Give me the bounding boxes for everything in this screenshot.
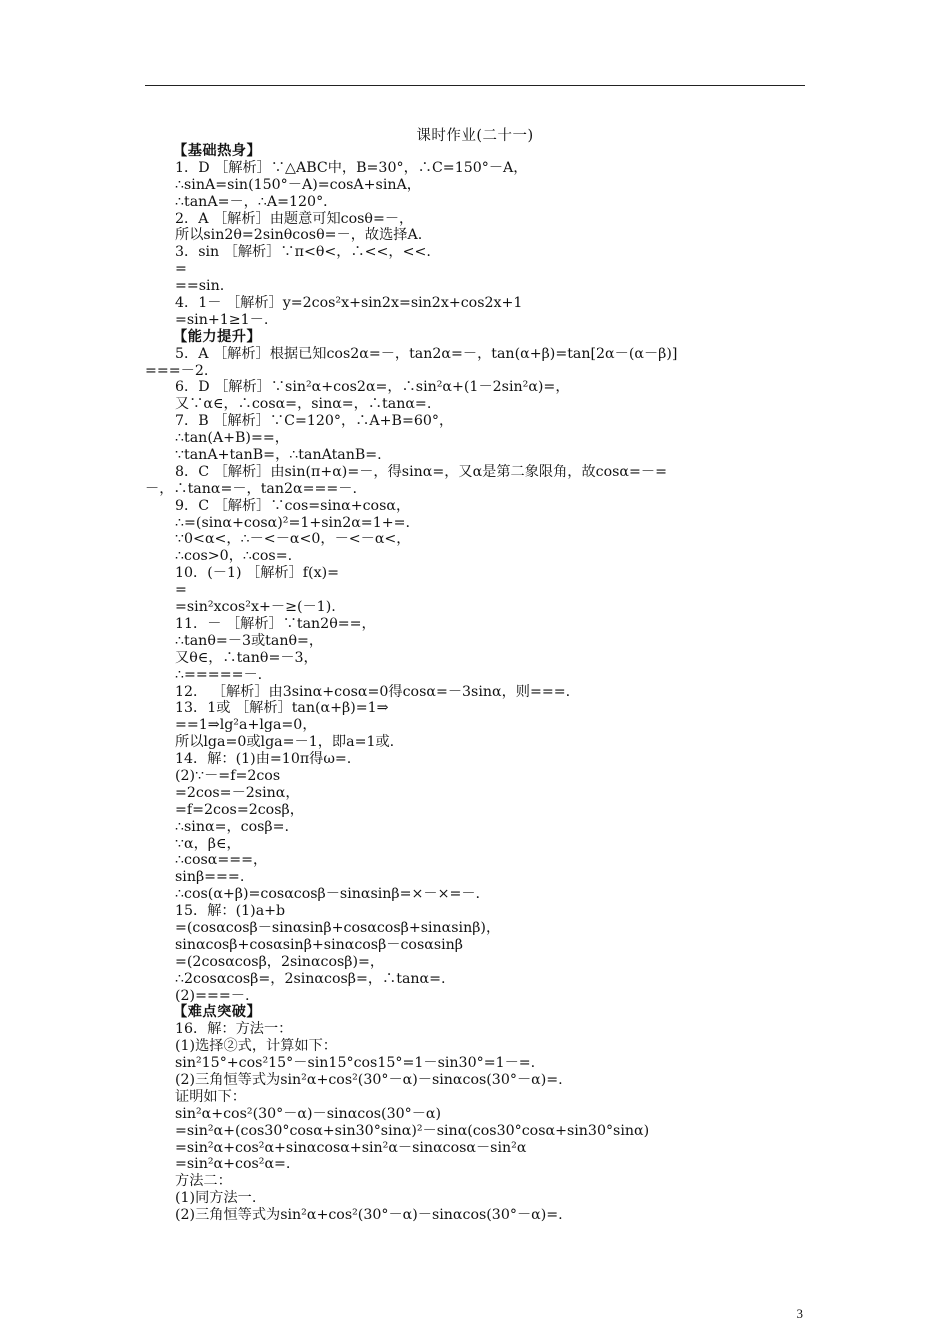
section-heading: 【难点突破】 (173, 1004, 262, 1021)
text-line: 所以sin2θ=2sinθcosθ=－，故选择A. (175, 227, 423, 244)
text-line: 2．A ［解析］由题意可知cosθ=－， (175, 210, 414, 227)
text-line: sin²α+cos²(30°－α)－sinαcos(30°－α) (175, 1105, 442, 1122)
text-line: 1．D ［解析］∵△ABC中，B=30°，∴C=150°－A， (175, 159, 528, 176)
text-line: (2)===－. (175, 987, 250, 1004)
text-line: ∴sinA=sin(150°－A)=cosA+sinA， (175, 176, 421, 193)
text-line: (2)三角恒等式为sin²α+cos²(30°－α)－sinαcos(30°－α)=. (175, 1207, 563, 1224)
text-line: ==1⇒lg²a+lga=0， (175, 717, 317, 734)
text-line: =(2cosαcosβ，2sinαcosβ)=， (175, 953, 385, 970)
text-line: 证明如下： (175, 1088, 246, 1105)
text-line: =(cosαcosβ－sinαsinβ+cosαcosβ+sinαsinβ)， (175, 919, 501, 936)
text-line: =sin²xcos²x+－≥(－1). (175, 599, 336, 616)
text-line: 5．A ［解析］根据已知cos2α=－，tan2α=－，tan(α+β)=tan[2α－(α－β)] (175, 345, 678, 362)
text-line: ∴=====－. (175, 666, 263, 683)
text-line: = (175, 582, 187, 599)
text-line: (1)选择②式，计算如下： (175, 1038, 337, 1055)
text-line: ∴cos(α+β)=cosαcosβ－sinαsinβ=×－×=－. (175, 886, 481, 903)
text-line: 16．解：方法一： (175, 1021, 293, 1038)
text-line: 10．(－1) ［解析］f(x)= (175, 565, 339, 582)
text-line: ∴tan(A+B)==， (175, 430, 289, 447)
text-line: ∴=(sinα+cosα)²=1+sin2α=1+=. (175, 514, 411, 531)
text-line: 方法二： (175, 1173, 232, 1190)
text-line: 14．解：(1)由=10π得ω=. (175, 751, 352, 768)
text-line: 6．D ［解析］∵sin²α+cos2α=，∴sin²α+(1－2sin²α)=， (175, 379, 570, 396)
text-line: (1)同方法一. (175, 1190, 257, 1207)
text-line: ∵tanA+tanB=，∴tanAtanB=. (175, 447, 382, 464)
text-line: 3．sin ［解析］∵π<θ<，∴<<，<<. (175, 244, 431, 261)
page-number: 3 (796, 1306, 803, 1321)
text-line: 15．解：(1)a+b (175, 903, 286, 920)
text-line: 所以lga=0或lga=－1，即a=1或. (175, 734, 395, 751)
text-line: ∴2cosαcosβ=，2sinαcosβ=，∴tanα=. (175, 970, 446, 987)
text-line: =sin+1≥1－. (175, 311, 269, 328)
text-line: ∴tanθ=－3或tanθ=， (175, 632, 324, 649)
text-line: =sin²α+(cos30°cosα+sin30°sinα)²－sinα(cos30°cosα+sin30°sinα) (175, 1122, 650, 1139)
text-line: sinβ===. (175, 869, 245, 886)
text-line: 9．C ［解析］∵cos=sinα+cosα， (175, 497, 411, 514)
text-line: =sin²α+cos²α=. (175, 1156, 291, 1173)
header-rule (145, 85, 805, 86)
text-line: sinαcosβ+cosαsinβ+sinαcosβ－cosαsinβ (175, 936, 463, 953)
text-line: ∴cos>0，∴cos=. (175, 548, 293, 565)
text-line: 8．C ［解析］由sin(π+α)=－，得sinα=，又α是第二象限角，故cosα=－= (175, 463, 667, 480)
text-line: ∴tanA=－，∴A=120°． (175, 193, 338, 210)
text-line: 11．－ ［解析］∵tan2θ==， (175, 615, 376, 632)
text-line: = (175, 261, 187, 278)
text-line: ∴cosα===， (175, 852, 268, 869)
text-line: －，∴tanα=－，tan2α===－. (145, 480, 357, 497)
text-line: (2)∵－=f=2cos (175, 767, 281, 784)
text-line: sin²15°+cos²15°－sin15°cos15°=1－sin30°=1－=. (175, 1055, 536, 1072)
text-line: 13．1或 ［解析］tan(α+β)=1⇒ (175, 700, 389, 717)
text-line: (2)三角恒等式为sin²α+cos²(30°－α)－sinαcos(30°－α)=. (175, 1071, 563, 1088)
text-line: =sin²α+cos²α+sinαcosα+sin²α－sinαcosα－sin²α (175, 1139, 527, 1156)
section-heading: 【基础热身】 (173, 143, 262, 159)
text-line: ∵α，β∈， (175, 835, 241, 852)
page-title: 课时作业(二十一) (416, 128, 534, 144)
text-line: 4．1－ ［解析］y=2cos²x+sin2x=sin2x+cos2x+1 (175, 295, 523, 312)
text-line: =2cos=－2sinα， (175, 784, 300, 801)
text-line: =f=2cos=2cosβ， (175, 801, 304, 818)
text-line: ∵0<α<，∴－<－α<0，－<－α<， (175, 531, 411, 548)
text-line: ==sin. (175, 278, 225, 295)
text-line: 7．B ［解析］∵C=120°，∴A+B=60°， (175, 413, 454, 430)
text-line: ∴sinα=，cosβ=. (175, 818, 290, 835)
answer-body (145, 143, 810, 1224)
text-line: ===－2. (145, 362, 209, 379)
text-line: 12． ［解析］由3sinα+cosα=0得cosα=－3sinα，则===. (175, 683, 571, 700)
section-heading: 【能力提升】 (173, 328, 262, 345)
text-line: 又∵α∈，∴cosα=，sinα=，∴tanα=. (175, 396, 432, 413)
text-line: 又θ∈，∴tanθ=－3， (175, 649, 318, 666)
